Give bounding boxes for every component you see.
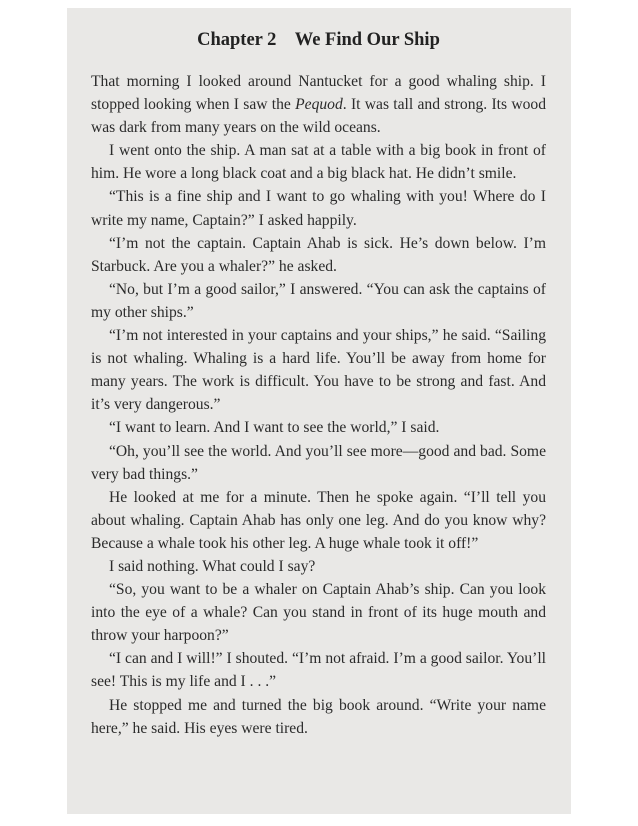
paragraph-1 — [91, 70, 546, 139]
paragraph-1-start: That morning I looked around Nantucket for a good whaling ship. I stopped looking when I saw the — [91, 73, 546, 114]
paragraph-2: I went onto the ship. A man sat at a table with a big book in front of him. He wore a long black coat and a big black hat. He didn’t smile. — [91, 142, 546, 183]
paragraph-4: “I’m not the captain. Captain Ahab is sick. He’s down below. I’m Starbuck. Are you a whaler?” he asked. — [91, 234, 546, 275]
chapter-title: We Find Our Ship — [294, 30, 440, 50]
paragraph-13: He stopped me and turned the big book around. “Write your name here,” he said. His eyes were tired. — [91, 696, 546, 737]
paragraph-10: I said nothing. What could I say? — [109, 557, 316, 575]
paragraph-6: “I’m not interested in your captains and your ships,” he said. “Sailing is not whaling. Whaling is a hard life. You’ll be away from home for many years. The work is difficult. You have to be strong and fast. And it’s very dangerous.” — [91, 327, 546, 414]
paragraph-1-end: . It was tall and strong. Its wood was dark from many years on the wild oceans. — [91, 96, 546, 137]
paragraph-9: He looked at me for a minute. Then he spoke again. “I’ll tell you about whaling. Captain Ahab has only one leg. And do you know why? Because a whale took his other leg. A huge whale took it off!” — [91, 488, 546, 552]
chapter-heading — [91, 28, 546, 52]
page-text — [91, 28, 546, 740]
paragraph-7: “I want to learn. And I want to see the world,” I said. — [109, 419, 440, 437]
ship-name: Pequod — [295, 96, 343, 114]
paragraph-11: “So, you want to be a whaler on Captain Ahab’s ship. Can you look into the eye of a whale? Can you stand in front of its huge mouth and throw your harpoon?” — [91, 581, 546, 645]
paragraph-12: “I can and I will!” I shouted. “I’m not afraid. I’m a good sailor. You’ll see! This is my life and I . . .” — [91, 650, 546, 691]
chapter-number: Chapter 2 — [197, 30, 277, 50]
paragraph-8: “Oh, you’ll see the world. And you’ll see more—good and bad. Some very bad things.” — [91, 442, 546, 483]
paragraph-3: “This is a fine ship and I want to go whaling with you! Where do I write my name, Captain?” I asked happily. — [91, 188, 546, 229]
paragraph-5: “No, but I’m a good sailor,” I answered. “You can ask the captains of my other ships.” — [91, 280, 546, 321]
book-page — [67, 8, 571, 814]
